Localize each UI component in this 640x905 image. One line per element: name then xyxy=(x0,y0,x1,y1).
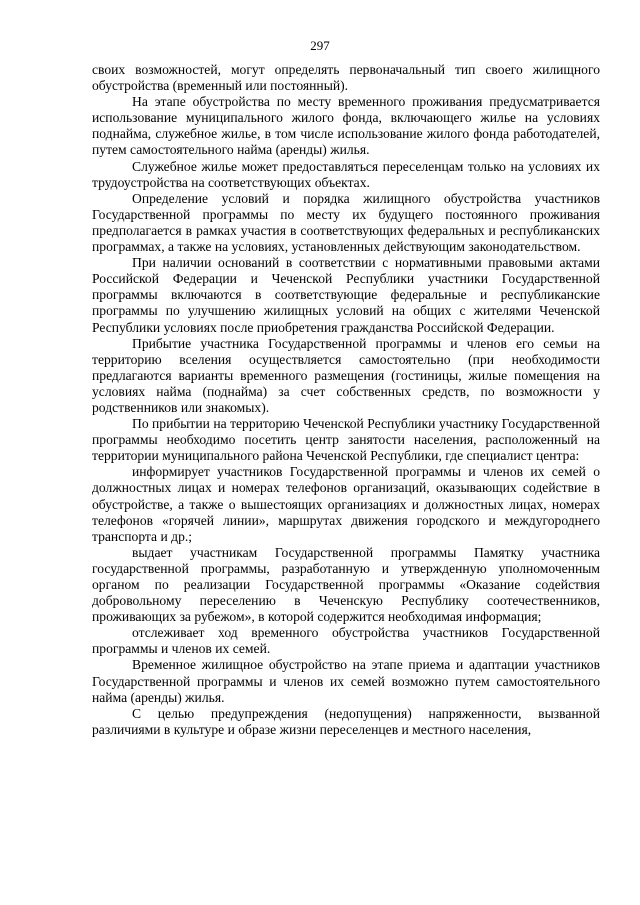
document-body xyxy=(92,62,600,738)
paragraph: При наличии оснований в соответствии с нормативными правовыми актами Российской Федерации и Чеченской Республики участники Государственной программы включаются в соответствующие федеральные и республиканские программы по улучшению жилищных условий на общих с жителями Чеченской Республики условиях после приобретения гражданства Российской Федерации. xyxy=(92,255,600,335)
paragraph: Временное жилищное обустройство на этапе приема и адаптации участников Государственной программы и членов их семей возможно путем самостоятельного найма (аренды) жилья. xyxy=(92,657,600,705)
list-paragraph: информирует участников Государственной программы и членов их семей о должностных лицах и номерах телефонов организаций, оказывающих содействие в обустройстве, а также о вышестоящих организациях и должностных лицах, номерах телефонов «горячей линии», маршрутах движения городского и междугороднего транспорта и др.; xyxy=(92,464,600,544)
paragraph: Определение условий и порядка жилищного обустройства участников Государственной программы по месту их будущего постоянного проживания предполагается в рамках участия в соответствующих федеральных и республиканских программах, а также на условиях, установленных действующим законодательством. xyxy=(92,190,600,255)
paragraph: По прибытии на территорию Чеченской Республики участнику Государственной программы необходимо посетить центр занятости населения, расположенный на территории муниципального района Чеченской Республики, где специалист центра: xyxy=(92,416,600,464)
paragraph: На этапе обустройства по месту временного проживания предусматривается использование муниципального жилого фонда, включающего жилье на условиях поднайма, служебное жилье, в том числе использование жилого фонда работодателей, путем самостоятельного найма (аренды) жилья. xyxy=(92,94,600,158)
paragraph: Прибытие участника Государственной программы и членов его семьи на территорию вселения осуществляется самостоятельно (при необходимости предлагаются варианты временного размещения (гостиницы, жилые помещения на условиях найма (поднайма) за счет собственных средств, по возможности у родственников или знакомых). xyxy=(92,335,600,415)
paragraph: С целью предупреждения (недопущения) напряженности, вызванной различиями в культуре и образе жизни переселенцев и местного населения, xyxy=(92,705,600,737)
list-paragraph: отслеживает ход временного обустройства участников Государственной программы и членов их семей. xyxy=(92,625,600,657)
paragraph: Служебное жилье может предоставляться переселенцам только на условиях их трудоустройства на соответствующих объектах. xyxy=(92,158,600,190)
page-number: 297 xyxy=(310,38,330,53)
list-paragraph: выдает участникам Государственной программы Памятку участника государственной программы, разработанную и утвержденную уполномоченным органом по реализации Государственной программы «Оказание содействия добровольному переселению в Чеченскую Республику соотечественников, проживающих за рубежом», в которой содержится необходимая информация; xyxy=(92,544,600,625)
paragraph-continuation: своих возможностей, могут определять первоначальный тип своего жилищного обустройства (временный или постоянный). xyxy=(92,62,600,94)
